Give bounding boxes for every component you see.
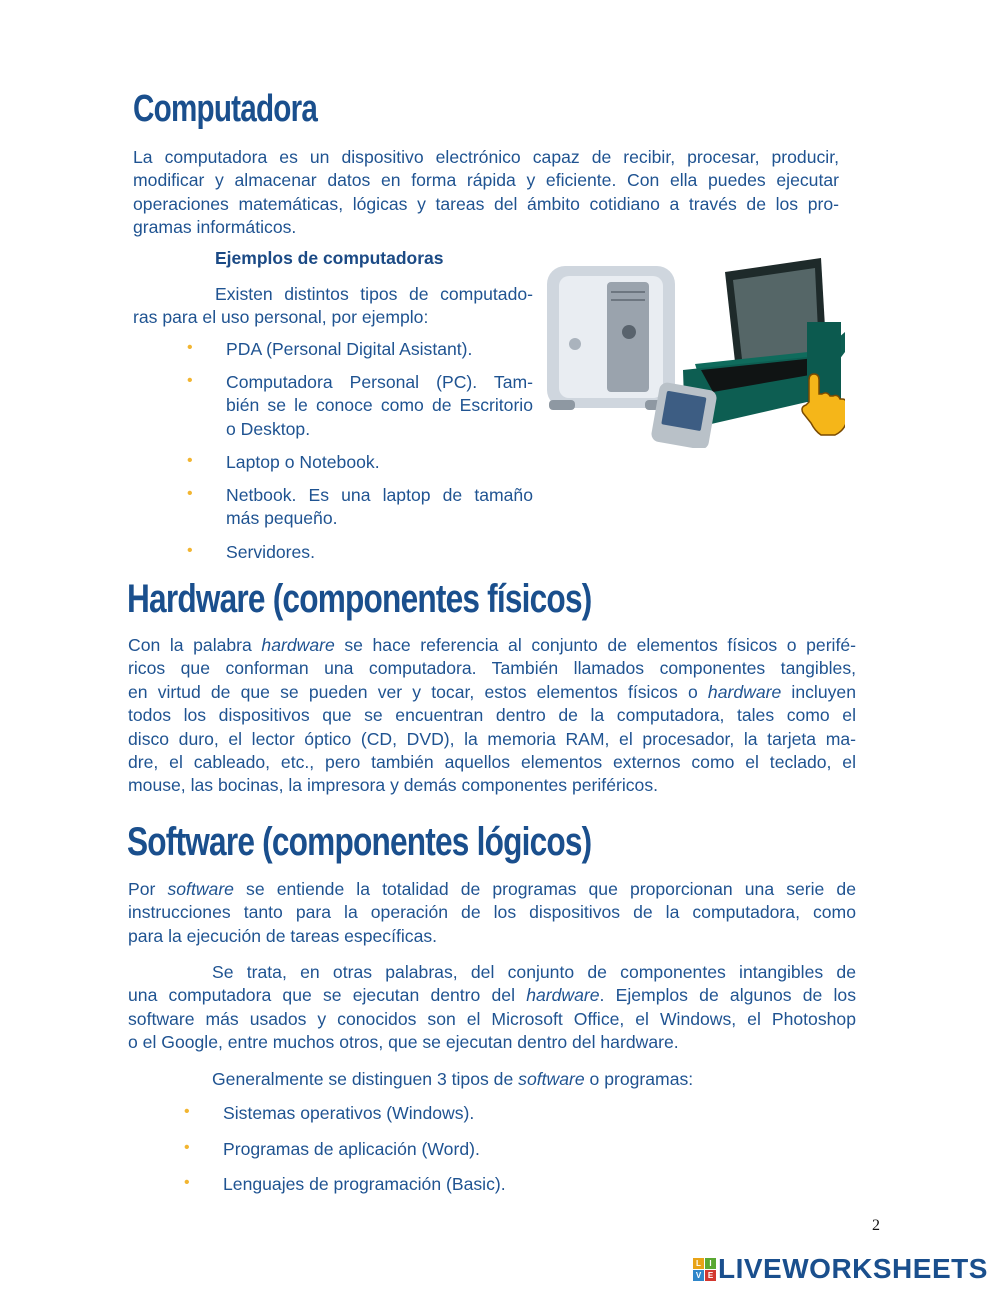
software-paragraph-2 [128, 961, 856, 1055]
title-software: Software (componentes lógicos) [127, 820, 592, 864]
paragraph-line [128, 1008, 856, 1031]
paragraph-line [128, 984, 856, 1007]
paragraph-line [128, 1031, 856, 1054]
text-run: o programas: [584, 1069, 694, 1089]
text-run: ricos que conforman una computadora. También llamados componentes tangibles, [128, 658, 856, 679]
text-run: software más usados y conocidos son el Microsoft Office, el Windows, el Photoshop [128, 1008, 856, 1029]
example-item [226, 541, 533, 564]
pda-image [650, 381, 718, 448]
example-item-line: más pequeño. [226, 508, 338, 529]
bullet-icon: • [187, 339, 193, 356]
text-run: Con la palabra [128, 635, 262, 655]
intro-line: operaciones matemáticas, lógicas y tareas del ámbito cotidiano a través de los pro- [133, 193, 839, 214]
example-item-line: Servidores. [226, 542, 315, 562]
text-run: Por [128, 879, 168, 899]
page-number: 2 [872, 1217, 880, 1234]
paragraph-line [128, 634, 856, 657]
software-paragraph-3 [212, 1068, 832, 1091]
paragraph-line [212, 1068, 832, 1091]
liveworksheets-logo[interactable] [693, 1253, 988, 1285]
text-run: software [518, 1069, 585, 1089]
software-type-item: Lenguajes de programación (Basic). [223, 1174, 506, 1194]
software-type-item: Programas de aplicación (Word). [223, 1139, 480, 1159]
intro-line: modificar y almacenar datos en forma rápida y eficiente. Con ella puedes ejecutar [133, 170, 839, 191]
bullet-icon: • [184, 1139, 190, 1156]
example-item-line: o Desktop. [226, 418, 311, 439]
text-run: mouse, las bocinas, la impresora y demás componentes periféricos. [128, 775, 659, 796]
example-item-line: Laptop o Notebook. [226, 452, 380, 472]
example-item-line: Computadora Personal (PC). Tam- [226, 372, 533, 392]
text-run: hardware [526, 985, 600, 1006]
example-item [226, 484, 533, 531]
text-run: se entiende la totalidad de programas que proporcionan una serie de [233, 879, 856, 899]
computadora-intro [133, 146, 839, 240]
paragraph-line [128, 704, 856, 727]
example-item [226, 371, 533, 441]
examples-intro [133, 283, 533, 330]
paragraph-line [128, 774, 856, 797]
examples-heading: Ejemplos de computadoras [215, 248, 444, 268]
bullet-icon: • [187, 542, 193, 559]
intro-line: gramas informáticos. [133, 217, 297, 238]
text-run: hardware [707, 681, 782, 702]
examples-intro-line: Existen distintos tipos de computado- [215, 284, 533, 304]
text-run: o el Google, entre muchos otros, que se ejecutan dentro del hardware. [128, 1032, 679, 1053]
text-run: Se trata, en otras palabras, del conjunto de componentes intangibles de [212, 962, 856, 982]
title-computadora: Computadora [133, 88, 318, 130]
text-run: todos los dispositivos que se encuentran dentro de la computadora, tales como el [128, 705, 856, 726]
example-item-line: bién se le conoce como de Escritorio [226, 395, 533, 416]
text-run: Generalmente se distinguen 3 tipos de [212, 1069, 519, 1089]
text-run: instrucciones tanto para la operación de los dispositivos de la computadora, como [128, 902, 856, 923]
brand-logo-icon: L I V E [693, 1258, 716, 1281]
paragraph-line [128, 961, 856, 984]
paragraph-line [128, 657, 856, 680]
example-item-line: Netbook. Es una laptop de tamaño [226, 485, 533, 505]
desktop-tower-image [547, 266, 675, 410]
software-paragraph-1 [128, 878, 856, 948]
text-run: dre, el cableado, etc., pero también aquellos elementos externos como el teclado, el [128, 752, 856, 773]
example-item [226, 338, 533, 361]
text-run: se hace referencia al conjunto de elementos físicos o perifé- [334, 635, 856, 655]
hardware-paragraph [128, 634, 856, 798]
brand-name: LIVEWORKSHEETS [718, 1253, 988, 1284]
software-type-item: Sistemas operativos (Windows). [223, 1103, 475, 1123]
paragraph-line [128, 878, 856, 901]
bullet-icon: • [184, 1174, 190, 1191]
computers-illustration [545, 252, 845, 448]
intro-line: La computadora es un dispositivo electrónico capaz de recibir, procesar, producir, [133, 147, 839, 167]
example-item-line: PDA (Personal Digital Asistant). [226, 339, 473, 359]
bullet-icon: • [187, 452, 193, 469]
examples-intro-line: ras para el uso personal, por ejemplo: [133, 307, 429, 328]
paragraph-line [128, 728, 856, 751]
bullet-icon: • [184, 1103, 190, 1120]
text-run: disco duro, el lector óptico (CD, DVD), la memoria RAM, el procesador, la tarjeta ma- [128, 728, 856, 749]
text-run: . Ejemplos de algunos de los [599, 985, 856, 1006]
bullet-icon: • [187, 485, 193, 502]
paragraph-line [128, 681, 856, 704]
example-item [226, 451, 533, 474]
paragraph-line [128, 925, 856, 948]
text-run: incluyen [781, 681, 856, 702]
paragraph-line [128, 901, 856, 924]
text-run: para la ejecución de tareas específicas. [128, 925, 438, 946]
text-run: hardware [261, 635, 335, 655]
bullet-icon: • [187, 372, 193, 389]
text-run: software [167, 879, 234, 899]
text-run: en virtud de que se pueden ver y tocar, estos elementos físicos o [128, 681, 708, 702]
title-hardware: Hardware (componentes físicos) [127, 577, 592, 621]
paragraph-line [128, 751, 856, 774]
text-run: una computadora que se ejecutan dentro del [128, 985, 527, 1006]
